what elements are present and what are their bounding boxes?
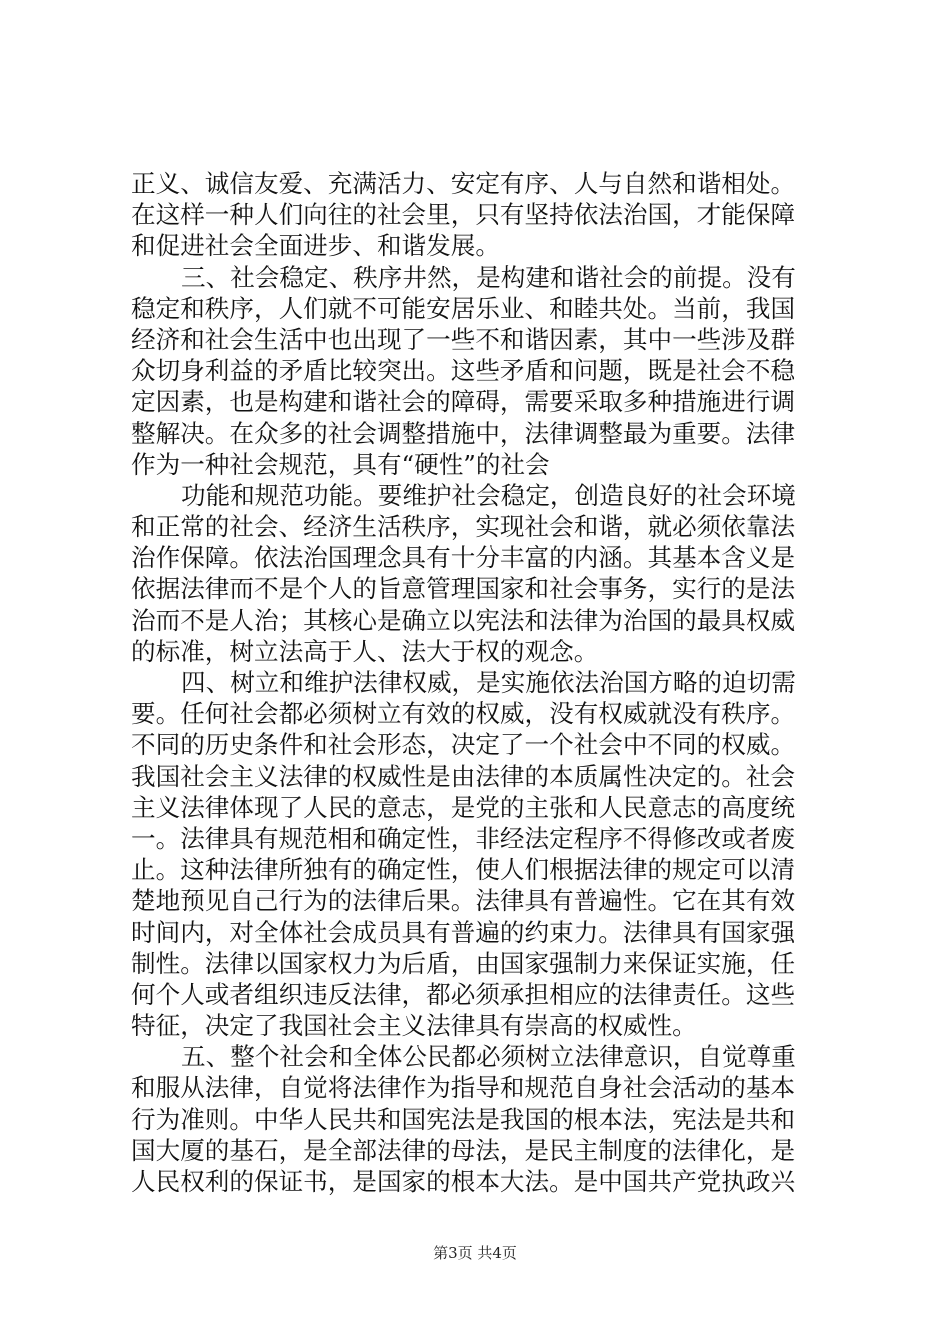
page-footer: 第3页 共4页	[433, 1244, 517, 1262]
text-line: 五、整个社会和全体公民都必须树立法律意识，自觉尊重	[181, 1042, 796, 1072]
text-line: 楚地预见自己行为的法律后果。法律具有普遍性。它在其有效	[131, 886, 796, 916]
body-text	[131, 168, 831, 1197]
text-line: 作为一种社会规范，具有“硬性”的社会	[131, 449, 550, 479]
text-line: 一。法律具有规范相和确定性，非经法定程序不得修改或者废	[131, 823, 796, 853]
text-line: 三、社会稳定、秩序井然，是构建和谐社会的前提。没有	[181, 262, 796, 292]
text-line: 和正常的社会、经济生活秩序，实现社会和谐，就必须依靠法	[131, 512, 796, 542]
text-line: 定因素，也是构建和谐社会的障碍，需要采取多种措施进行调	[131, 387, 796, 417]
text-line: 的标准，树立法高于人、法大于权的观念。	[131, 636, 599, 666]
text-line: 和促进社会全面进步、和谐发展。	[131, 231, 500, 261]
text-line: 功能和规范功能。要维护社会稳定，创造良好的社会环境	[181, 480, 796, 510]
text-line: 众切身利益的矛盾比较突出。这些矛盾和问题，既是社会不稳	[131, 356, 796, 386]
text-line: 我国社会主义法律的权威性是由法律的本质属性决定的。社会	[131, 761, 796, 791]
text-line: 何个人或者组织违反法律，都必须承担相应的法律责任。这些	[131, 979, 796, 1009]
text-line: 经济和社会生活中也出现了一些不和谐因素，其中一些涉及群	[131, 324, 796, 354]
text-line: 要。任何社会都必须树立有效的权威，没有权威就没有秩序。	[131, 699, 796, 729]
text-line: 行为准则。中华人民共和国宪法是我国的根本法，宪法是共和	[131, 1104, 796, 1134]
text-line: 整解决。在众多的社会调整措施中，法律调整最为重要。法律	[131, 418, 796, 448]
text-line: 和服从法律，自觉将法律作为指导和规范自身社会活动的基本	[131, 1073, 796, 1103]
text-line: 依据法律而不是个人的旨意管理国家和社会事务，实行的是法	[131, 574, 796, 604]
text-line: 特征，决定了我国社会主义法律具有崇高的权威性。	[131, 1011, 697, 1041]
text-line: 止。这种法律所独有的确定性，使人们根据法律的规定可以清	[131, 855, 796, 885]
text-line: 国大厦的基石，是全部法律的母法，是民主制度的法律化，是	[131, 1135, 796, 1165]
text-line: 稳定和秩序，人们就不可能安居乐业、和睦共处。当前，我国	[131, 293, 796, 323]
text-line: 正义、诚信友爱、充满活力、安定有序、人与自然和谐相处。	[131, 169, 796, 198]
text-line: 治作保障。依法治国理念具有十分丰富的内涵。其基本含义是	[131, 543, 796, 573]
text-line: 主义法律体现了人民的意志，是党的主张和人民意志的高度统	[131, 792, 796, 822]
text-line: 四、树立和维护法律权威，是实施依法治国方略的迫切需	[181, 668, 796, 697]
text-line: 治而不是人治；其核心是确立以宪法和法律为治国的最具权威	[131, 605, 796, 635]
text-line: 不同的历史条件和社会形态，决定了一个社会中不同的权威。	[131, 730, 796, 760]
text-line: 人民权利的保证书，是国家的根本大法。是中国共产党执政兴	[131, 1167, 796, 1196]
text-line: 在这样一种人们向往的社会里，只有坚持依法治国，才能保障	[131, 200, 796, 230]
text-line: 时间内，对全体社会成员具有普遍的约束力。法律具有国家强	[131, 917, 796, 947]
text-line: 制性。法律以国家权力为后盾，由国家强制力来保证实施，任	[131, 948, 796, 978]
